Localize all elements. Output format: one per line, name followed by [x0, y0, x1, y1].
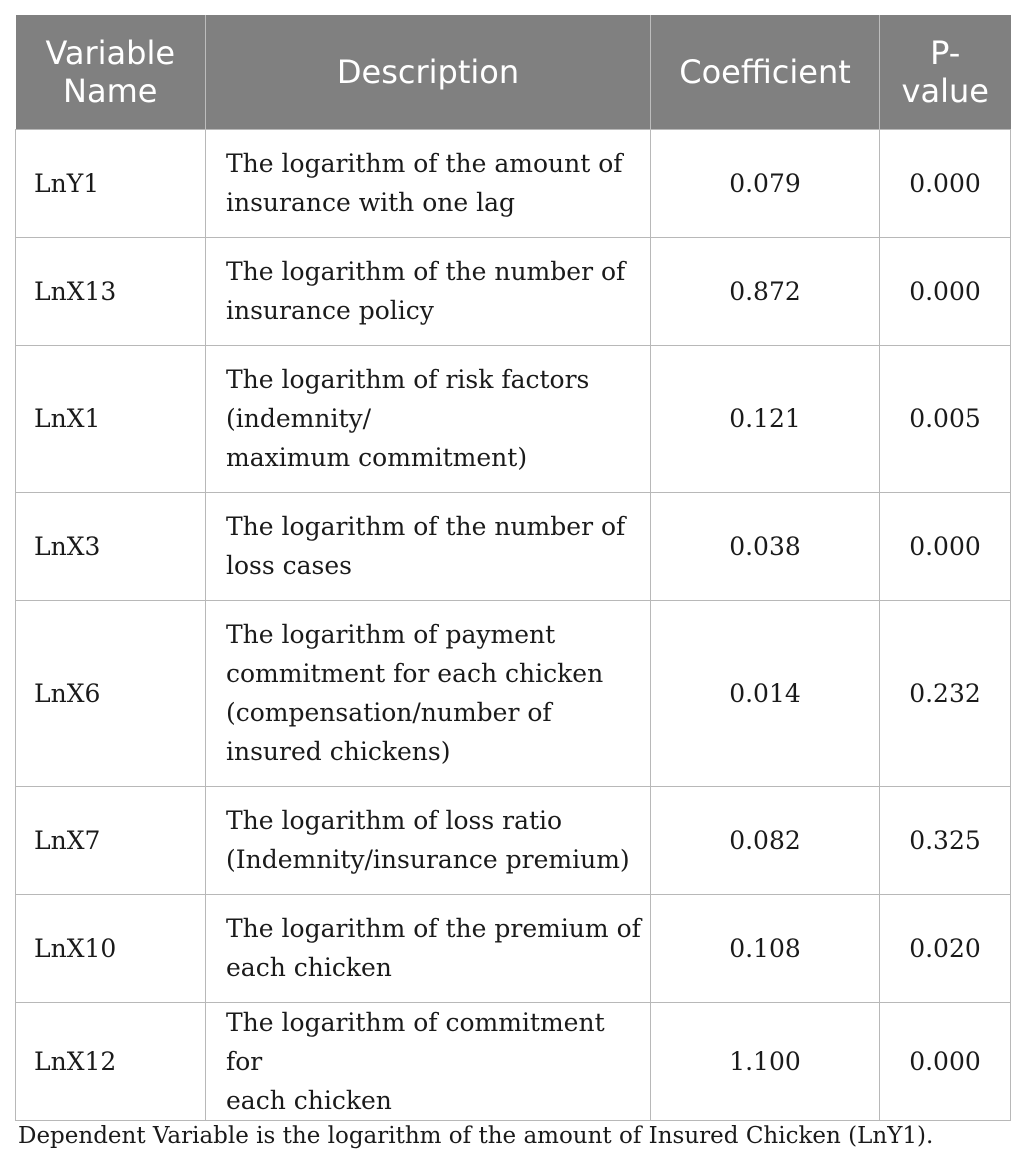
p-value-cell: 0.325 — [880, 786, 1011, 894]
coefficient-cell: 0.082 — [651, 786, 880, 894]
variable-name-cell: LnY1 — [16, 129, 206, 237]
description-line: The logarithm of payment — [226, 620, 556, 649]
table-row — [16, 129, 1011, 237]
table-row — [16, 600, 1011, 786]
description-line: commitment for each chicken — [226, 659, 604, 688]
table-footnote: Dependent Variable is the logarithm of the amount of Insured Chicken (LnY1). — [18, 1123, 934, 1149]
variable-name-cell: LnX12 — [16, 1002, 206, 1120]
variable-name-cell: LnX13 — [16, 237, 206, 345]
table-row — [16, 492, 1011, 600]
p-value-cell: 0.000 — [880, 129, 1011, 237]
description-line: The logarithm of risk factors — [226, 365, 590, 394]
coefficient-cell: 0.108 — [651, 894, 880, 1002]
header-variable-name-line2: Name — [63, 71, 158, 110]
variable-name-cell: LnX1 — [16, 345, 206, 492]
description-cell — [206, 237, 651, 345]
header-row — [16, 15, 1011, 129]
description-line: loss cases — [226, 551, 353, 580]
description-cell — [206, 894, 651, 1002]
p-value-cell: 0.005 — [880, 345, 1011, 492]
table-row — [16, 237, 1011, 345]
table-row — [16, 1002, 1011, 1120]
header-variable-name — [16, 15, 206, 129]
coefficient-cell: 0.872 — [651, 237, 880, 345]
p-value-cell: 0.000 — [880, 492, 1011, 600]
variable-name-cell: LnX3 — [16, 492, 206, 600]
header-p-value — [880, 15, 1011, 129]
description-line: (Indemnity/insurance premium) — [226, 845, 630, 874]
description-cell — [206, 492, 651, 600]
description-line: The logarithm of the number of — [226, 257, 626, 286]
variable-name-cell: LnX10 — [16, 894, 206, 1002]
table-body — [16, 129, 1011, 1120]
regression-table-container — [15, 15, 1010, 1121]
description-cell — [206, 786, 651, 894]
variable-name-cell: LnX6 — [16, 600, 206, 786]
description-cell — [206, 129, 651, 237]
p-value-cell: 0.020 — [880, 894, 1011, 1002]
description-line: insured chickens) — [226, 737, 451, 766]
description-line: The logarithm of loss ratio — [226, 806, 563, 835]
description-line: The logarithm of the amount of — [226, 149, 623, 178]
table-row — [16, 894, 1011, 1002]
coefficient-cell: 1.100 — [651, 1002, 880, 1120]
header-description: Description — [206, 15, 651, 129]
table-header — [16, 15, 1011, 129]
coefficient-cell: 0.038 — [651, 492, 880, 600]
header-variable-name-line1: Variable — [45, 33, 176, 72]
coefficient-cell: 0.121 — [651, 345, 880, 492]
table-row — [16, 345, 1011, 492]
header-coefficient: Coefficient — [651, 15, 880, 129]
description-line: The logarithm of the number of — [226, 512, 626, 541]
regression-table — [15, 15, 1011, 1121]
description-line: insurance policy — [226, 296, 434, 325]
p-value-cell: 0.232 — [880, 600, 1011, 786]
description-line: The logarithm of commitment for — [226, 1007, 605, 1076]
description-line: each chicken — [226, 953, 392, 982]
p-value-cell: 0.000 — [880, 1002, 1011, 1120]
header-p-value-line2: value — [901, 71, 989, 110]
description-line: (compensation/number of — [226, 698, 552, 727]
description-line: maximum commitment) — [226, 443, 528, 472]
description-line: (indemnity/ — [226, 404, 372, 433]
description-line: The logarithm of the premium of — [226, 914, 641, 943]
description-line: each chicken — [226, 1085, 392, 1115]
description-cell — [206, 1002, 651, 1120]
header-p-value-line1: P- — [930, 33, 961, 72]
table-row — [16, 786, 1011, 894]
description-cell — [206, 600, 651, 786]
coefficient-cell: 0.014 — [651, 600, 880, 786]
description-cell — [206, 345, 651, 492]
variable-name-cell: LnX7 — [16, 786, 206, 894]
description-line: insurance with one lag — [226, 188, 516, 217]
coefficient-cell: 0.079 — [651, 129, 880, 237]
p-value-cell: 0.000 — [880, 237, 1011, 345]
